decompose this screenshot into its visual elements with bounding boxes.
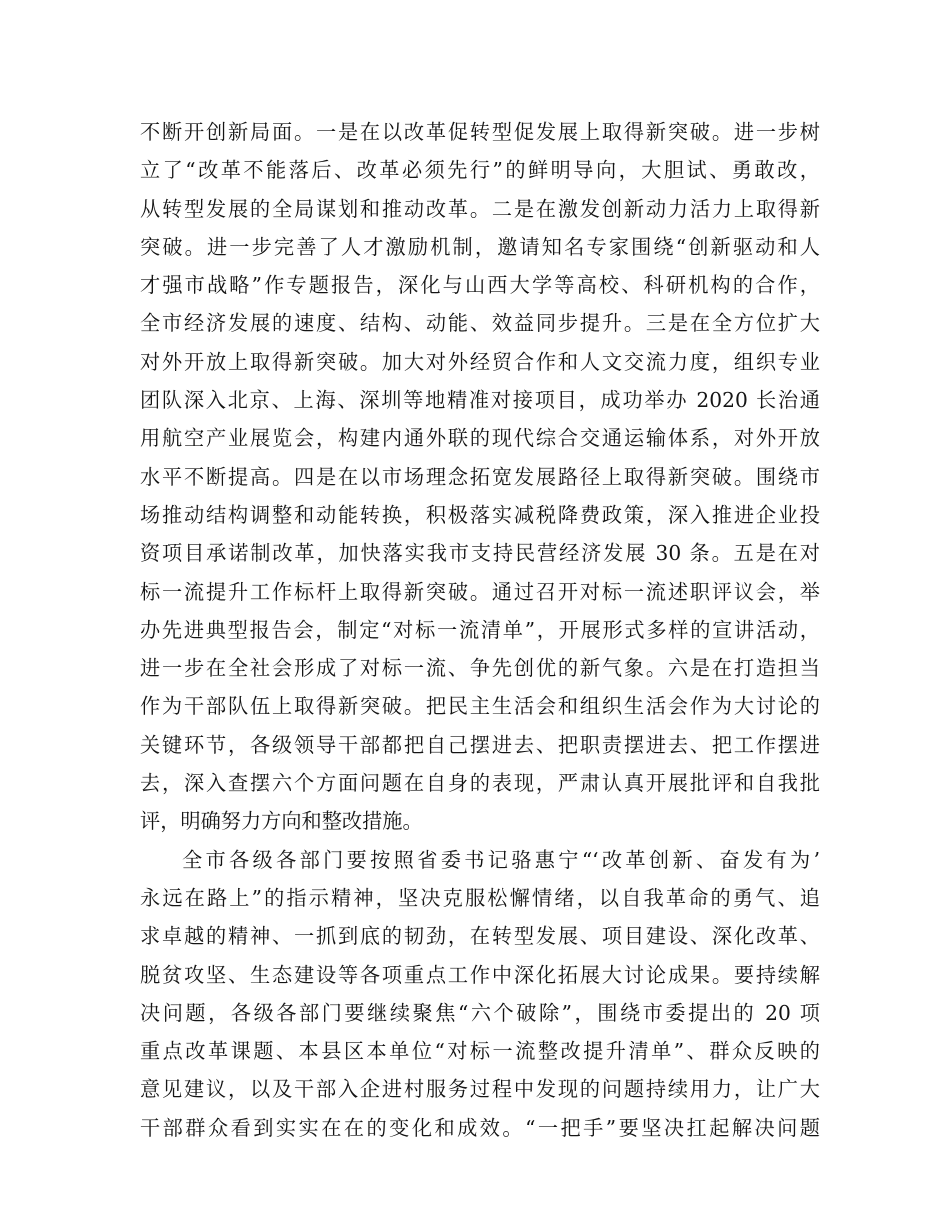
- text-line: 用航空产业展览会，构建内通外联的现代综合交通运输体系，对外开放: [140, 426, 820, 451]
- text-line: 求卓越的精神、一抓到底的韧劲，在转型发展、项目建设、深化改革、: [140, 924, 820, 949]
- text-line: 办先进典型报告会，制定“对标一流清单”，开展形式多样的宣讲活动，: [140, 617, 820, 642]
- body-text: [140, 113, 820, 1147]
- text-line: 从转型发展的全局谋划和推动改革。二是在激发创新动力活力上取得新: [140, 196, 820, 221]
- text-line: 作为干部队伍上取得新突破。把民主生活会和组织生活会作为大讨论的: [140, 694, 820, 719]
- text-line: 脱贫攻坚、生态建设等各项重点工作中深化拓展大讨论成果。要持续解: [140, 962, 820, 987]
- paragraph-2: [140, 841, 820, 1147]
- text-line: 意见建议，以及干部入企进村服务过程中发现的问题持续用力，让广大: [140, 1077, 820, 1102]
- text-line: 场推动结构调整和动能转换，积极落实减税降费政策，深入推进企业投: [140, 502, 820, 527]
- text-line: 决问题，各级各部门要继续聚焦“六个破除”，围绕市委提出的 20 项: [140, 1000, 820, 1025]
- text-line: 关键环节，各级领导干部都把自己摆进去、把职责摆进去、把工作摆进: [140, 732, 820, 757]
- text-line: 才强市战略”作专题报告，深化与山西大学等高校、科研机构的合作，: [140, 273, 820, 298]
- text-line: 永远在路上”的指示精神，坚决克服松懈情绪，以自我革命的勇气、追: [140, 885, 820, 910]
- text-line: 重点改革课题、本县区本单位“对标一流整改提升清单”、群众反映的: [140, 1039, 820, 1064]
- paragraph-1: [140, 113, 820, 841]
- text-line: 干部群众看到实实在在的变化和成效。“一把手”要坚决扛起解决问题: [140, 1115, 820, 1140]
- text-line: 标一流提升工作标杆上取得新突破。通过召开对标一流述职评议会，举: [140, 579, 820, 604]
- text-line: 资项目承诺制改革，加快落实我市支持民营经济发展 30 条。五是在对: [140, 541, 820, 566]
- text-line: 不断开创新局面。一是在以改革促转型促发展上取得新突破。进一步树: [140, 120, 820, 144]
- text-line: 全市各级各部门要按照省委书记骆惠宁“‘改革创新、奋发有为’: [182, 847, 820, 872]
- text-line: 对外开放上取得新突破。加大对外经贸合作和人文交流力度，组织专业: [140, 349, 820, 374]
- text-line: 评，明确努力方向和整改措施。: [140, 809, 423, 834]
- text-line: 团队深入北京、上海、深圳等地精准对接项目，成功举办 2020 长治通: [140, 388, 820, 413]
- text-line: 去，深入查摆六个方面问题在自身的表现，严肃认真开展批评和自我批: [140, 771, 820, 796]
- text-line: 突破。进一步完善了人才激励机制，邀请知名专家围绕“创新驱动和人: [140, 234, 820, 259]
- text-line: 全市经济发展的速度、结构、动能、效益同步提升。三是在全方位扩大: [140, 311, 820, 336]
- text-line: 进一步在全社会形成了对标一流、争先创优的新气象。六是在打造担当: [140, 656, 820, 681]
- text-line: 水平不断提高。四是在以市场理念拓宽发展路径上取得新突破。围绕市: [140, 464, 820, 489]
- text-line: 立了“改革不能落后、改革必须先行”的鲜明导向，大胆试、勇敢改，: [140, 158, 820, 183]
